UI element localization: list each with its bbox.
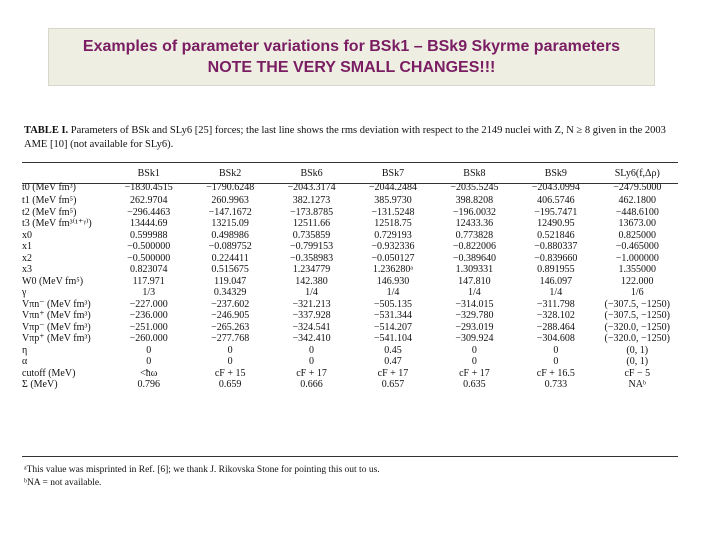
table-row <box>22 333 678 345</box>
table-cell: 13673.00 <box>618 218 657 229</box>
table-cell: 12433.36 <box>455 218 494 229</box>
table-cell: 1/4 <box>386 287 400 298</box>
table-cell: 262.9704 <box>129 195 168 206</box>
table-cell: 13444.69 <box>129 218 168 229</box>
table-cell: −0.932336 <box>371 241 415 252</box>
table-cell: −0.465000 <box>615 241 659 252</box>
table-header-row <box>22 167 678 181</box>
table-row <box>22 181 678 195</box>
table-row <box>22 195 678 207</box>
table-cell: −514.207 <box>373 321 413 333</box>
table-cell: 0 <box>309 344 315 356</box>
header-cell-bsk8: BSk8 <box>463 168 486 180</box>
header-cell-parameter <box>22 167 108 181</box>
parameters-table <box>22 167 678 391</box>
table-cell: −2043.0994 <box>531 182 580 194</box>
table-cell: 0.635 <box>463 379 486 390</box>
table-cell: 0.657 <box>381 379 405 390</box>
row-label: x0 <box>22 229 32 241</box>
table-bottom-rule <box>22 456 678 457</box>
table-body <box>22 181 678 391</box>
row-label: t1 (MeV fm⁵) <box>22 195 77 206</box>
table-cell: 122.000 <box>621 275 654 287</box>
header-cell-sly6f: SLy6(f,Δρ) <box>614 168 660 180</box>
table-cell: (−320.0, −1250) <box>604 321 670 333</box>
row-label: t2 (MeV fm⁵) <box>22 206 77 218</box>
table-cell: 0.891955 <box>537 264 575 275</box>
table-cell: −505.135 <box>373 298 413 310</box>
table-top-rule <box>22 162 678 163</box>
table-cell: −236.000 <box>129 310 168 321</box>
table-cell: 146.930 <box>376 275 410 287</box>
table-cell: −342.410 <box>292 333 331 344</box>
table-cell: −0.799153 <box>289 241 334 252</box>
table-cell: −195.7471 <box>534 206 578 218</box>
table-caption-label: TABLE I. <box>24 125 69 136</box>
table-cell: −0.389640 <box>452 252 496 264</box>
table-cell: 117.971 <box>132 275 165 287</box>
table-cell: 0.729193 <box>374 229 412 241</box>
table-cell: 147.810 <box>458 275 491 287</box>
slide-title-banner <box>48 28 655 86</box>
table-cell: 13215.09 <box>211 218 249 229</box>
table-cell: −246.905 <box>211 310 250 321</box>
table-cell: 462.1800 <box>618 195 657 206</box>
table-cell: 146.097 <box>539 275 573 287</box>
table-cell: −324.541 <box>292 321 331 333</box>
row-label: x2 <box>22 252 32 264</box>
table-cell: 0.498986 <box>211 229 249 241</box>
table-row <box>22 276 678 288</box>
row-label: Σ (MeV) <box>22 379 58 390</box>
table-cell: 0 <box>471 344 477 356</box>
table-cell: −0.358983 <box>289 252 334 264</box>
table-cell: −2035.5245 <box>450 182 499 194</box>
table-cell: 0.45 <box>384 344 402 356</box>
table-cell: (−307.5, −1250) <box>604 310 670 321</box>
table-cell: −309.924 <box>455 333 494 344</box>
table-cell: 0 <box>553 344 559 356</box>
table-cell: −2043.3174 <box>287 182 336 194</box>
table-cell: 0.825000 <box>618 229 657 241</box>
table-cell: −0.880337 <box>534 241 578 252</box>
table-row <box>22 345 678 357</box>
table-cell: 0.34329 <box>213 287 247 298</box>
table-cell: 12518.75 <box>374 218 412 229</box>
table-row <box>22 379 678 391</box>
table-caption-text: Parameters of BSk and SLy6 [25] forces; the last line shows the rms deviation with respect to the 2149 nuclei with Z, N ≥ 8 given in the 2003 AME [10] (not available for SLy6). <box>24 125 666 150</box>
table-row <box>22 356 678 368</box>
table-cell: (−320.0, −1250) <box>604 333 670 344</box>
table-cell: 119.047 <box>214 275 247 287</box>
table-cell: −0.089752 <box>208 241 252 252</box>
table-cell: −448.6100 <box>615 206 659 218</box>
table-cell: 0.47 <box>384 356 402 367</box>
table-row <box>22 241 678 253</box>
row-label: t3 (MeV fm³⁽¹⁺ᵞ⁾) <box>22 218 92 229</box>
row-label: α <box>22 356 28 367</box>
header-cell-bsk2: BSk2 <box>219 168 242 180</box>
table-cell: 1.309331 <box>455 264 494 275</box>
table-cell: 0 <box>471 356 477 367</box>
table-cell: 398.8208 <box>455 195 494 206</box>
table-cell: −329.780 <box>455 310 494 321</box>
table-cell: −0.839660 <box>534 252 578 264</box>
table-footnotes <box>24 464 380 490</box>
row-label: Vπp⁻ (MeV fm³) <box>22 321 91 333</box>
row-label: η <box>22 344 28 356</box>
table-cell: 1.234779 <box>292 264 331 275</box>
table-cell: −260.000 <box>129 333 168 344</box>
table-cell: −2044.2484 <box>368 182 418 194</box>
table-cell: 1.236280ᵃ <box>372 264 414 275</box>
row-label: γ <box>22 287 27 298</box>
table-row <box>22 310 678 322</box>
table-cell: −277.768 <box>211 333 250 344</box>
table-cell: <ħω <box>140 367 158 379</box>
table-cell: 1.355000 <box>618 264 657 275</box>
table-cell: −531.344 <box>373 310 413 321</box>
table-cell: 0 <box>146 356 152 367</box>
table-cell: 0.666 <box>300 379 323 390</box>
table-cell: (0, 1) <box>626 344 649 356</box>
table-cell: 0 <box>146 344 152 356</box>
slide-title-line-1: Examples of parameter variations for BSk1 – BSk9 Skyrme parameters <box>82 38 621 55</box>
table-cell: 1/4 <box>305 287 318 298</box>
table-row <box>22 253 678 265</box>
table-cell: 1/3 <box>142 287 156 298</box>
table-cell: 260.9963 <box>211 195 249 206</box>
table-row <box>22 299 678 311</box>
row-label: x3 <box>22 264 32 275</box>
table-cell: 0 <box>553 356 559 367</box>
table-cell: 0.599988 <box>129 229 168 241</box>
table-cell: −541.104 <box>373 333 413 344</box>
table-cell: −131.5248 <box>371 206 415 218</box>
slide-title-line-2: NOTE THE VERY SMALL CHANGES!!! <box>207 59 496 76</box>
table-cell: 0.796 <box>137 379 160 390</box>
table-cell: −147.1672 <box>208 206 252 218</box>
table-cell: −296.4463 <box>127 206 171 218</box>
table-cell: −251.000 <box>129 321 168 333</box>
table-cell: cF + 17 <box>296 367 327 379</box>
table-cell: −1.000000 <box>615 252 659 264</box>
table-cell: −337.928 <box>292 310 331 321</box>
table-cell: 142.380 <box>295 275 328 287</box>
table-row <box>22 218 678 230</box>
header-cell-bsk1: BSk1 <box>137 168 160 180</box>
footnote-a: ᵃThis value was misprinted in Ref. [6]; we thank J. Rikovska Stone for pointing this out to us. <box>24 465 380 475</box>
row-label: Vπn⁺ (MeV fm³) <box>22 310 91 321</box>
table-cell: 0.823074 <box>129 264 168 275</box>
table-cell: −227.000 <box>129 298 168 310</box>
row-label: Vπn⁻ (MeV fm³) <box>22 298 91 310</box>
table-cell: cF + 16.5 <box>536 367 575 379</box>
table-cell: −328.102 <box>536 310 575 321</box>
table-cell: (0, 1) <box>626 356 649 367</box>
table-cell: 0.773828 <box>455 229 494 241</box>
table-cell: −173.8785 <box>289 206 334 218</box>
table-cell: 1/4 <box>468 287 481 298</box>
table-cell: −265.263 <box>211 321 250 333</box>
header-cell-bsk9: BSk9 <box>544 168 567 180</box>
table-cell: −237.602 <box>211 298 250 310</box>
table-row <box>22 322 678 334</box>
table-cell: NAᵇ <box>628 379 647 390</box>
table-cell: −0.500000 <box>127 241 171 252</box>
table-cell: −0.500000 <box>127 252 171 264</box>
table-cell: 406.5746 <box>537 195 575 206</box>
table-cell: 0 <box>309 356 315 367</box>
header-cell-bsk6: BSk6 <box>300 168 323 180</box>
table-cell: −2479.5000 <box>613 182 662 194</box>
table-cell: −196.0032 <box>452 206 496 218</box>
table-row <box>22 230 678 242</box>
table-row <box>22 287 678 299</box>
table-cell: −288.464 <box>536 321 575 333</box>
table-caption <box>24 124 684 152</box>
table-cell: 0.515675 <box>211 264 249 275</box>
table-cell: −1830.4515 <box>124 182 173 194</box>
table-cell: −311.798 <box>536 298 575 310</box>
table-cell: cF + 15 <box>214 367 246 379</box>
row-label: cutoff (MeV) <box>22 367 76 379</box>
table-cell: cF + 17 <box>459 367 490 379</box>
table-cell: cF − 5 <box>624 367 651 379</box>
table-cell: cF + 17 <box>377 367 409 379</box>
table-cell: −314.015 <box>455 298 494 310</box>
table-cell: 0.521846 <box>537 229 575 241</box>
table-cell: 0 <box>227 344 233 356</box>
header-cell-bsk7: BSk7 <box>381 168 405 180</box>
table-cell: 0.224411 <box>211 252 249 264</box>
row-label: t0 (MeV fm³) <box>22 182 76 194</box>
table-cell: −293.019 <box>455 321 494 333</box>
table-cell: −304.608 <box>536 333 575 344</box>
table-row <box>22 207 678 219</box>
table-cell: −1790.6248 <box>206 182 255 194</box>
table-cell: 0 <box>227 356 233 367</box>
table-cell: −321.213 <box>292 298 331 310</box>
table-cell: 382.1273 <box>292 195 331 206</box>
table-row <box>22 368 678 380</box>
row-label: Vπp⁺ (MeV fm³) <box>22 333 91 344</box>
table-cell: 1/6 <box>630 287 644 298</box>
table-cell: 0.733 <box>544 379 568 390</box>
row-label: W0 (MeV fm⁵) <box>22 275 84 287</box>
table-cell: 385.9730 <box>374 195 412 206</box>
table-cell: 1/4 <box>549 287 563 298</box>
table-cell: (−307.5, −1250) <box>604 298 670 310</box>
table-row <box>22 264 678 276</box>
table-cell: 0.659 <box>218 379 242 390</box>
footnote-b: ᵇNA = not available. <box>24 478 102 488</box>
table-cell: 12511.66 <box>292 218 331 229</box>
row-label: x1 <box>22 241 32 252</box>
table-cell: −0.822006 <box>452 241 496 252</box>
table-cell: −0.050127 <box>371 252 415 264</box>
table-cell: 0.735859 <box>292 229 331 241</box>
table-cell: 12490.95 <box>537 218 575 229</box>
